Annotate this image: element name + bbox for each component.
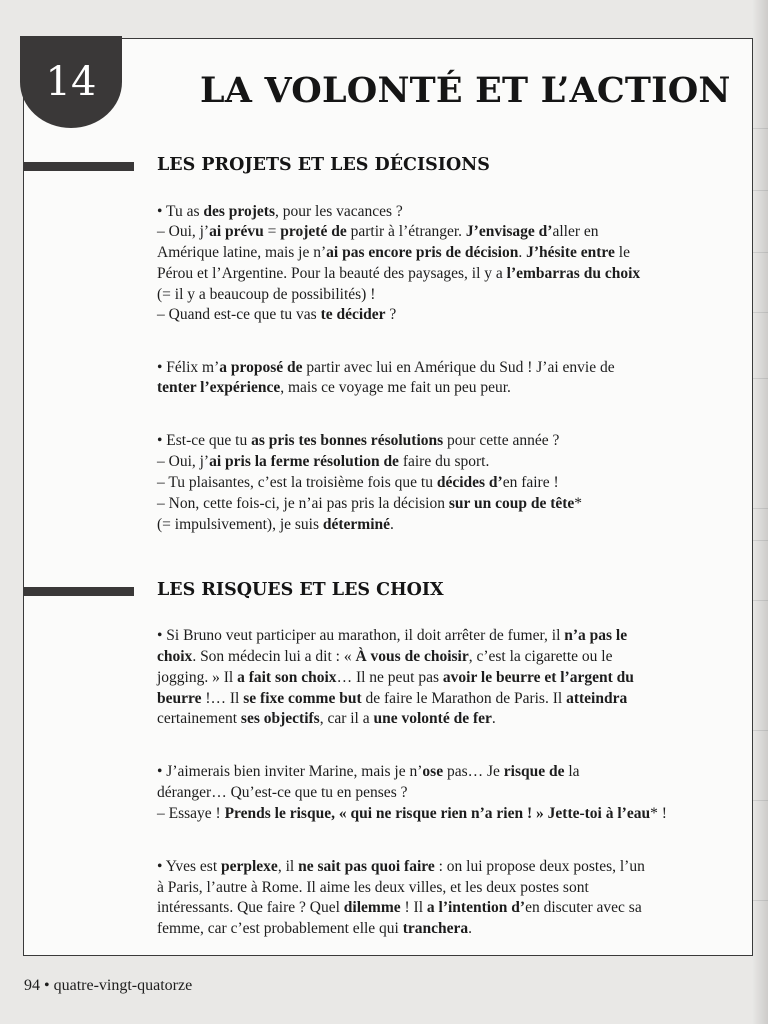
text-run: • Est-ce que tu <box>157 432 252 449</box>
text-run: • Si Bruno veut participer au marathon, il doit arrêter de fumer, il <box>157 627 565 644</box>
text-line <box>157 452 489 472</box>
bold-term: n’a pas le <box>564 627 628 644</box>
text-run: . <box>468 920 473 937</box>
text-run: , mais ce voyage me fait un peu peur. <box>280 379 511 396</box>
bold-term: projeté de <box>280 223 347 240</box>
text-run: • Yves est <box>157 858 221 875</box>
text-line <box>157 804 667 824</box>
text-line <box>157 515 394 535</box>
bold-term: beurre <box>157 690 202 707</box>
text-run: : on lui propose deux postes, l’un <box>434 858 645 875</box>
text-run: femme, car c’est probablement elle qui <box>157 920 403 937</box>
text-line <box>157 762 580 782</box>
bold-term: tenter l’expérience <box>157 379 281 396</box>
text-run: à Paris, l’autre à Rome. Il aime les deux villes, et les deux postes sont <box>157 879 589 896</box>
bold-term: ai pris la ferme résolution de <box>209 453 399 470</box>
text-line <box>157 285 375 305</box>
text-run: , c’est la cigarette ou le <box>468 648 613 665</box>
bold-term: ai prévu <box>209 223 264 240</box>
bold-term: ne sait pas quoi faire <box>298 858 435 875</box>
text-run: ? <box>385 306 397 323</box>
bold-term: a fait son choix <box>237 669 337 686</box>
text-run: partir à l’étranger. <box>346 223 466 240</box>
text-run: – Quand est-ce que tu vas <box>157 306 321 323</box>
text-run: = <box>263 223 281 240</box>
bold-term: déterminé <box>322 516 391 533</box>
text-run: . Son médecin lui a dit : « <box>192 648 356 665</box>
section-marker-bar <box>24 162 134 171</box>
section-title-risks: LES RISQUES ET LES CHOIX <box>157 580 444 600</box>
text-run: ! Il <box>400 899 427 916</box>
bold-term: tranchera <box>402 920 469 937</box>
text-run: le <box>614 244 630 261</box>
text-run: Pérou et l’Argentine. Pour la beauté des paysages, il y a <box>157 265 507 282</box>
text-run: • Tu as <box>157 203 204 220</box>
bold-term: J’hésite entre <box>526 244 615 261</box>
bold-term: À vous de choisir <box>355 648 469 665</box>
text-line <box>157 222 599 242</box>
bold-term: choix <box>157 648 193 665</box>
page-edge-shadow <box>752 0 768 1024</box>
text-run: … Il ne peut pas <box>336 669 443 686</box>
text-run: , car il a <box>319 710 374 727</box>
text-run: aller en <box>552 223 599 240</box>
bold-term: perplexe <box>221 858 278 875</box>
text-run: , pour les vacances ? <box>274 203 403 220</box>
text-run: – Non, cette fois-ci, je n’ai pas pris la décision <box>157 495 449 512</box>
text-run: Amérique latine, mais je n’ <box>157 244 327 261</box>
text-run: faire du sport. <box>398 453 490 470</box>
bold-term: Prends le risque, « qui ne risque rien n’a rien ! » Jette-toi à l’eau <box>224 805 651 822</box>
bold-term: des projets <box>203 203 275 220</box>
text-line <box>157 358 615 378</box>
section-title-projects: LES PROJETS ET LES DÉCISIONS <box>157 155 490 175</box>
bold-term: décides d’ <box>436 474 503 491</box>
text-run: pour cette année ? <box>443 432 560 449</box>
bold-term: ose <box>422 763 444 780</box>
section-marker-bar <box>24 587 134 596</box>
text-run: (= impulsivement), je suis <box>157 516 323 533</box>
text-line <box>157 473 559 493</box>
text-run: • J’aimerais bien inviter Marine, mais je n’ <box>157 763 423 780</box>
text-run: , il <box>277 858 299 875</box>
text-line <box>157 264 640 284</box>
bold-term: as pris tes bonnes résolutions <box>251 432 444 449</box>
text-line <box>157 243 630 263</box>
text-line <box>157 783 407 803</box>
bold-term: sur un coup de tête <box>448 495 575 512</box>
text-line <box>157 689 627 709</box>
text-run: pas… Je <box>443 763 504 780</box>
text-line <box>157 898 642 918</box>
text-run: . <box>518 244 527 261</box>
bold-term: ses objectifs <box>240 710 320 727</box>
text-line <box>157 709 496 729</box>
text-run: * ! <box>650 805 667 822</box>
bold-term: a proposé de <box>219 359 303 376</box>
text-run: – Essaye ! <box>157 805 225 822</box>
bold-term: risque de <box>503 763 565 780</box>
chapter-title: LA VOLONTÉ ET L’ACTION <box>200 70 731 111</box>
text-run: – Oui, j’ <box>157 453 210 470</box>
text-run: * <box>574 495 583 512</box>
text-run: partir avec lui en Amérique du Sud ! J’ai envie de <box>302 359 615 376</box>
text-line <box>157 647 612 667</box>
text-line <box>157 378 511 398</box>
bold-term: se fixe comme but <box>243 690 362 707</box>
text-line <box>157 919 472 939</box>
text-run: la <box>564 763 580 780</box>
text-line <box>157 431 559 451</box>
bold-term: a l’intention d’ <box>426 899 526 916</box>
text-run: – Tu plaisantes, c’est la troisième fois que tu <box>157 474 437 491</box>
text-run: en discuter avec sa <box>525 899 642 916</box>
text-line <box>157 878 589 898</box>
text-run: certainement <box>157 710 241 727</box>
text-run: . <box>390 516 394 533</box>
bold-term: une volonté de fer <box>373 710 492 727</box>
text-run: (= il y a beaucoup de possibilités) ! <box>157 286 376 303</box>
page-footer: 94 • quatre-vingt-quatorze <box>24 977 193 994</box>
bold-term: atteindra <box>566 690 628 707</box>
text-line <box>157 857 645 877</box>
text-run: • Félix m’ <box>157 359 220 376</box>
text-line <box>157 668 634 688</box>
text-run: – Oui, j’ <box>157 223 210 240</box>
text-line <box>157 202 403 222</box>
bold-term: ai pas encore pris de décision <box>326 244 519 261</box>
bold-term: avoir le beurre et l’argent du <box>442 669 634 686</box>
chapter-number-badge: 14 <box>20 36 122 128</box>
text-run: . <box>491 710 496 727</box>
text-run: !… Il <box>201 690 244 707</box>
text-run: en faire ! <box>502 474 559 491</box>
bold-term: dilemme <box>343 899 401 916</box>
bold-term: J’envisage d’ <box>465 223 553 240</box>
text-run: déranger… Qu’est-ce que tu en penses ? <box>157 784 408 801</box>
text-run: jogging. » Il <box>157 669 238 686</box>
text-line <box>157 305 396 325</box>
text-line <box>157 494 582 514</box>
text-run: de faire le Marathon de Paris. Il <box>361 690 567 707</box>
text-line <box>157 626 627 646</box>
bold-term: te décider <box>320 306 386 323</box>
bold-term: l’embarras du choix <box>506 265 641 282</box>
text-run: intéressants. Que faire ? Quel <box>157 899 344 916</box>
